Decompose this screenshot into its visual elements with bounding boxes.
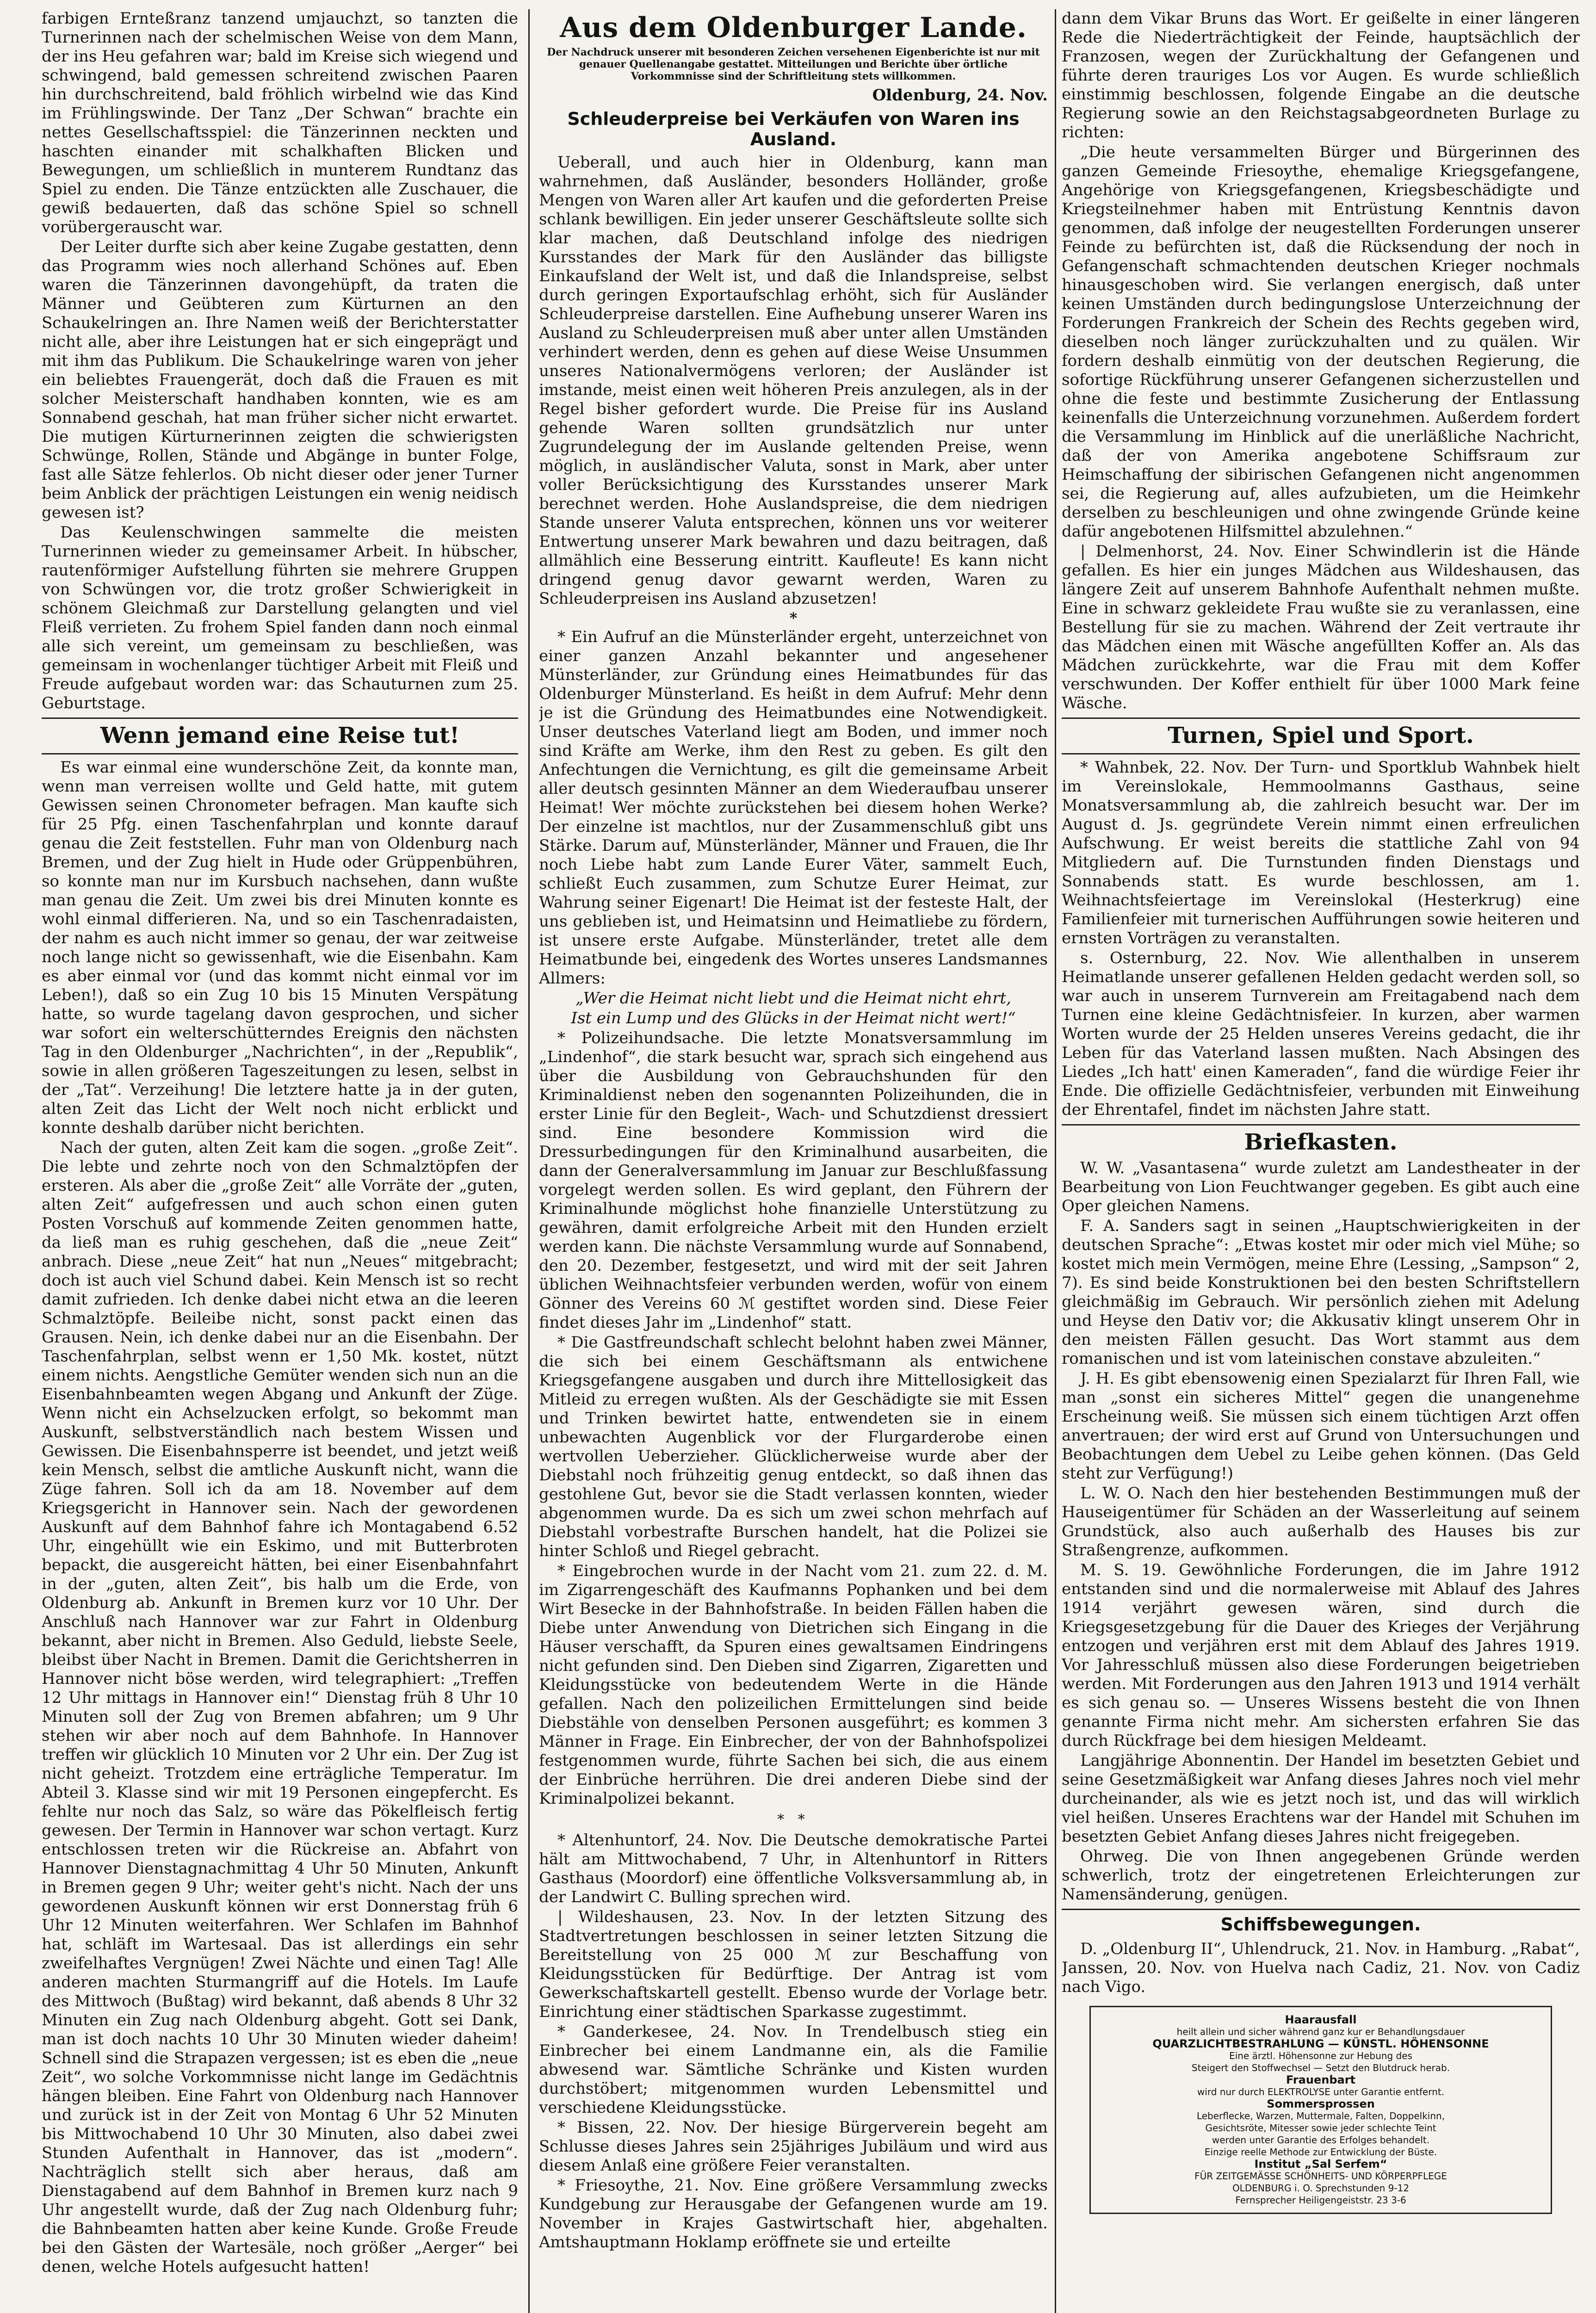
separator-stars: * * [777, 1812, 810, 1828]
letter-answer: F. A. Sanders sagt in seinen „Hauptschwierigkeiten in der deutschen Sprache“: „Etwas kostet mir oder mich viel Mühe; so kostet mich mein Vermögen, meine Ehre (Lessing, „Sampson“ 2, 7). Es sind beide Konstruktionen bei den besten Schriftstellern gleichmäßig im Gebrauch. Wir persönlich ziehen mit Adelung und Heyse den Dativ vor; die Akkusativ klingt unserem Ohr in den meisten Fällen gesucht. Das Wort stammt aus dem romanischen und ist vom lateinischen constave abzuleiten.“ [1062, 1217, 1580, 1368]
separator-star: * [789, 609, 798, 627]
article-paragraph: * Ganderkesee, 24. Nov. In Trendelbusch stieg ein Einbrecher bei einem Landmanne ein, als die Familie abwesend war. Sämtliche Schränke und Kisten wurden durchstöbert; mitgenommen wurden Lebensmittel und verschiedene Kleidungsstücke. [539, 2022, 1048, 2117]
letter-answer: W. W. „Vasantasena“ wurde zuletzt am Landestheater in der Bearbeitung von Lion Feuchtwanger gegeben. Es gibt auch eine Oper gleichen Namens. [1062, 1159, 1580, 1215]
section-headline: Wenn jemand eine Reise tut! [100, 723, 460, 748]
ad-line: OLDENBURG i. O. Sprechstunden 9-12 [1232, 2183, 1410, 2194]
article-paragraph: dann dem Vikar Bruns das Wort. Er geißelte in einer längeren Rede die Niederträchtigkeit der Feinde, hauptsächlich der Franzosen, wegen der Zurückhaltung der Gefangenen und führte deren trauriges Los vor Augen. Es wurde schließlich einstimmig beschlossen, folgende Eingabe an die deutsche Regierung sowie an den Reichstagsabgeordneten Burlage zu richten: [1062, 9, 1580, 142]
article-paragraph: * Friesoythe, 21. Nov. Eine größere Versammlung zwecks Kundgebung zur Herausgabe der Gefangenen wurde am 19. November in Krajes Gastwirtschaft hier, abgehalten. Amtshauptmann Hoklamp eröffnete sie und erteilte [539, 2176, 1048, 2251]
ad-line: heilt allein und sicher während ganz kur er Behandlungsdauer [1176, 2026, 1465, 2037]
ad-line: Sommersprossen [1267, 2097, 1375, 2110]
article-paragraph: „Die heute versammelten Bürger und Bürgerinnen des ganzen Gemeinde Friesoythe, ehemalige Kriegsgefangene, Angehörige von Kriegsgefangenen, Kriegsbeschädigte und Kriegsteilnehmer haben mit Entrüstung Kenntnis davon genommen, daß infolge der neugestellten Forderungen unserer Feinde zu befürchten ist, daß die Rücksendung der noch in Gefangenschaft schmachtenden deutschen Krieger nochmals hinausgeschoben wird. Sie verlangen energisch, daß unter keinen Umständen durch bedingungslose Unterzeichnung der Forderungen Frankreich der Schein des Rechts gegeben wird, dieselben noch länger zurückzuhalten und zu quälen. Wir fordern deshalb einmütig von der deutschen Regierung, die sofortige Rückführung unserer Gefangenen sicherzustellen und ohne die feste und bestimmte Zusicherung der Entlassung keinenfalls die Unterzeichnung vorzunehmen. Außerdem fordert die Versammlung im Hinblick auf die unerläßliche Nachricht, daß der von Amerika angebotene Schiffsraum zur Heimschaffung der sibirischen Gefangenen nicht angenommen sei, die Regierung auf, alles aufzubieten, um die Heimkehr derselben zu beschleunigen und ohne zwingende Gründe keine dafür angebotenen Hilfsmittel abzulehnen.“ [1062, 143, 1580, 541]
column-middle [539, 9, 1048, 2313]
advertisement-box [1089, 2006, 1552, 2214]
article-paragraph: | Delmenhorst, 24. Nov. Einer Schwindlerin ist die Hände gefallen. Es hier ein junges Mädchen aus Wildeshausen, das längere Zeit auf unserem Bahnhofe Aufenthalt nehmen mußte. Eine in schwarz gekleidete Frau wußte sie zu veranlassen, eine Bestellung für sie zu machen. Während der Zeit vertraute ihr das Mädchen einen mit Wäsche angefüllten Koffer an. Als das Mädchen zurückkehrte, war die Frau mit dem Koffer verschwunden. Der Koffer enthielt für über 1000 Mark feine Wäsche. [1062, 542, 1580, 712]
article-paragraph: * Bissen, 22. Nov. Der hiesige Bürgerverein begeht am Schlusse dieses Jahres sein 25jähriges Jubiläum und wird aus diesem Anlaß eine größere Feier veranstalten. [539, 2118, 1048, 2175]
letter-answer: J. H. Es gibt ebensowenig einen Spezialarzt für Ihren Fall, wie man „sonst ein sicheres Mittel“ gegen die unangenehme Erscheinung weiß. Sie müssen sich einem tüchtigen Arzt offen anvertrauen; der wird erst auf Grund von Untersuchungen und Beobachtungen dem Uebel zu Leibe gehen können. (Das Geld steht zur Verfügung!) [1062, 1369, 1580, 1483]
ad-line: werden unter Garantie des Erfolges behandelt. [1212, 2134, 1430, 2146]
article-paragraph: * Ein Aufruf an die Münsterländer ergeht, unterzeichnet von einer ganzen Anzahl bekannter und angesehener Münsterländer, zur Gründung eines Heimatbundes für das Oldenburger Münsterland. Es heißt in dem Aufruf: Mehr denn je ist die Gründung des Heimatbundes eine Notwendigkeit. Unser deutsches Vaterland liegt am Boden, und immer noch sind Kräfte am Werke, ihm den Rest zu geben. Es gilt den Anfechtungen die Vernichtung, es gilt die gemeinsame Arbeit aller deutsch gesinnten Männer an dem Wiederaufbau unserer Heimat! Wer möchte zurückstehen bei diesem hohen Werke? Der einzelne ist machtlos, nur der Zusammenschluß gibt uns Stärke. Darum auf, Münsterländer, Männer und Frauen, die Ihr noch Liebe habt zum Lande Eurer Väter, sammelt Euch, schließt Euch zusammen, zum Schutze Eurer Heimat, zur Wahrung seiner Eigenart! Die Heimat ist der festeste Halt, der uns geblieben ist, und Heimatsinn und Heimatliebe zu fördern, ist unsere erste Aufgabe. Münsterländer, tretet alle dem Heimatbunde bei, eingedenk des Wortes unseres Landsmannes Allmers: [539, 628, 1048, 988]
letter-answer: Langjährige Abonnentin. Der Handel im besetzten Gebiet und seine Gesetzmäßigkeit war Anfang dieses Jahres noch viel mehr durcheinander, als wie es jetzt noch ist, und das will wirklich viel heißen. Unseres Erachtens war der Handel mit Schuhen im besetzten Gebiet Anfang dieses Jahres nicht freigegeben. [1062, 1751, 1580, 1846]
section-divider [1062, 717, 1580, 719]
article-paragraph: Das Keulenschwingen sammelte die meisten Turnerinnen wieder zu gemeinsamer Arbeit. In hübscher, rautenförmiger Aufstellung führten sie mehrere Gruppen von Schwüngen vor, die trotz großer Schwierigkeit in schönem Gleichmaß zur Darstellung gelangten und viel Fleiß verrieten. Zu frohem Spiel fanden dann noch einmal alle sich vereint, um gemeinsam zu beschließen, was gemeinsam in wochenlanger tüchtiger Arbeit mit Fleiß und Freude aufgebaut worden war: das Schauturnen zum 25. Geburtstage. [42, 523, 518, 712]
article-paragraph: | Wildeshausen, 23. Nov. In der letzten Sitzung des Stadtvertretungen beschlossen in seiner letzten Sitzung die Bereitstellung von 25 000 ℳ zur Beschaffung von Kleidungsstücken für Bedürftige. Der Antrag ist vom Gewerkschaftskartell gestellt. Ebenso wurde der Vorlage betr. Einrichtung einer städtischen Sparkasse zugestimmt. [539, 1908, 1048, 2021]
ad-line: Frauenbart [1286, 2073, 1356, 2086]
article-paragraph: * Die Gastfreundschaft schlecht belohnt haben zwei Männer, die sich bei einem Geschäftsmann als entwichene Kriegsgefangene ausgaben und durch ihre Mittellosigkeit das Mitleid zu erregen wußten. Als der Geschädigte sie mit Essen und Trinken bewirtet hatte, entwendeten sie in einem unbewachten Augenblick vor der Flurgarderobe einen wertvollen Ueberzieher. Glücklicherweise wurde aber der Diebstahl noch frühzeitig genug entdeckt, so daß ihnen das gestohlene Gut, bevor sie die Stadt verlassen konnten, wieder abgenommen wurde. Da es sich um zwei schon mehrfach auf Diebstahl vorbestrafte Burschen handelt, hat die Polizei sie hinter Schloß und Riegel gebracht. [539, 1333, 1048, 1560]
section-divider [42, 717, 518, 719]
dateline: Oldenburg, 24. Nov. [872, 86, 1048, 105]
article-paragraph: * Altenhuntorf, 24. Nov. Die Deutsche demokratische Partei hält am Mittwochabend, 7 Uhr, in Altenhuntorf in Ritters Gasthaus (Moordorf) eine öffentliche Volksversammlung ab, in der Landwirt C. Bulling sprechen wird. [539, 1831, 1048, 1906]
section-headline: Briefkasten. [1244, 1129, 1398, 1155]
poem-line: „Wer die Heimat nicht liebt und die Heimat nicht ehrt, [575, 989, 1011, 1008]
editorial-note: Der Nachdruck unserer mit besonderen Zeichen versehenen Eigenberichte ist nur mit genauer Quellenangabe gestattet. Mitteilungen und Berichte über örtliche Vorkommnisse sind der Schriftleitung stets willkommen. [547, 46, 1040, 82]
article-paragraph: Nach der guten, alten Zeit kam die sogen. „große Zeit“. Die lebte und zehrte noch von den Schmalztöpfen der ersteren. Als aber die „große Zeit“ alle Vorräte der „guten, alten Zeit“ aufgefressen und auch schon einen guten Posten Vorschuß auf kommende Zeiten genommen hatte, da ließ man es ruhig geschehen, daß die „neue Zeit“ anbrach. Diese „neue Zeit“ hat nun „Neues“ mitgebracht; doch ist auch viel Schund dabei. Kein Mensch ist so recht damit zufrieden. Ich denke dabei nicht etwa an die leeren Schmalztöpfe. Beileibe nicht, sonst packt einen das Grausen. Nein, ich denke dabei nur an die Eisenbahn. Der Taschenfahrplan, selbst wenn er 1,50 Mk. kostet, nützt einem nichts. Aengstliche Gemüter wenden sich nun an die Eisenbahnbeamten wegen Abgang und Ankunft der Züge. Wenn nicht ein Achselzucken erfolgt, so bekommt man Auskunft, selbstverständlich nach bestem Wissen und Gewissen. Die Eisenbahnsperre ist beendet, und jetzt weiß kein Mensch, selbst die amtliche Auskunft nicht, wann die Züge fahren. Soll ich da am 18. November auf dem Kriegsgericht in Hannover sein. Nach der gewordenen Auskunft auf dem Bahnhof fahre ich Montagabend 6.52 Uhr, eingehüllt wie ein Eskimo, und mit Butterbroten bepackt, die ausgereicht hätten, bei einer Eisenbahnfahrt in der „guten, alten Zeit“, bis halb um die Erde, von Oldenburg ab. Ankunft in Bremen kurz vor 10 Uhr. Der Anschluß nach Hannover war zur Fahrt in Oldenburg bekannt, aber nicht in Bremen. Also Geduld, liebste Seele, bleibst über Nacht in Bremen. Damit die Gerichtsherren in Hannover nicht böse werden, wird telegraphiert: „Treffen 12 Uhr mittags in Hannover ein!“ Dienstag früh 8 Uhr 10 Minuten soll der Zug von Bremen abfahren; um 9 Uhr stehen wir aber noch auf dem Bahnhofe. In Hannover treffen wir glücklich 10 Minuten vor 2 Uhr ein. Der Zug ist nicht geheizt. Trotzdem eine erträgliche Temperatur. Im Abteil 3. Klasse sind wir mit 19 Personen eingepfercht. Es fehlte nur noch das Salz, so wäre das Pökelfleisch fertig gewesen. Der Termin in Hannover war schon vertagt. Kurz entschlossen treten wir die Rückreise an. Abfahrt von Hannover Dienstagnachmittag 4 Uhr 50 Minuten, Ankunft in Bremen gegen 9 Uhr; weiter geht's nicht. Nach der uns gewordenen Auskunft können wir erst Donnerstag früh 6 Uhr 12 Minuten weiterfahren. Wer Schlafen im Bahnhof hat, schläft im Wartesaal. Das ist allerdings ein sehr zweifelhaftes Vergnügen! Zwei Nächte und einen Tag! Alle anderen machten Sturmangriff auf die Hotels. Im Laufe des Mittwoch (Bußtag) wird bekannt, daß abends 8 Uhr 32 Minuten ein Zug nach Oldenburg abgeht. Gott sei Dank, man ist doch nachts 10 Uhr 30 Minuten wieder daheim! Schnell sind die Strapazen vergessen; ist es eben die „neue Zeit“, wo solche Vorkommnisse nicht lange im Gedächtnis hängen bleiben. Eine Fahrt von Oldenburg nach Hannover und zurück ist in der Zeit von Montag 6 Uhr 52 Minuten bis Mittwochabend 10 Uhr 30 Minuten, also dabei zwei Stunden Aufenthalt in Hannover, das ist „modern“. Nachträglich stellt sich aber heraus, daß am Dienstagabend auf dem Bahnhof in Bremen kurz nach 9 Uhr angestellt wurde, daß der Zug nach Oldenburg fuhr; die Bahnbeamten hatten aber keine Kunde. Große Freude bei den Gästen der Wartesäle, noch größer „Aerger“ bei denen, welche Hotels aufgesucht hatten! [42, 1138, 518, 2276]
section-headline: Aus dem Oldenburger Lande. [560, 12, 1027, 44]
letter-answer: L. W. O. Nach den hier bestehenden Bestimmungen muß der Hauseigentümer für Schäden an der Wasserleitung auf seinem Grundstück, also auch außerhalb des Hauses bis zur Straßengrenze, aufkommen. [1062, 1484, 1580, 1559]
section-divider [1062, 753, 1580, 755]
ad-line: wird nur durch ELEKTROLYSE unter Garantie entfernt. [1197, 2086, 1445, 2097]
ad-line: Steigert den Stoffwechsel — Setzt den Blutdruck herab. [1191, 2062, 1450, 2073]
article-paragraph: Der Leiter durfte sich aber keine Zugabe gestatten, denn das Programm wies noch allerhand Schönes auf. Eben waren die Tänzerinnen davongehüpft, da traten die Männer und Geübteren zum Kürturnen an den Schaukelringen an. Ihre Namen weiß der Berichterstatter nicht alle, aber ihre Leistungen hat er sich eingeprägt und mit ihm das Publikum. Die Schaukelringe waren von jeher ein beliebtes Frauengerät, doch daß die Frauen es mit solcher Meisterschaft handhaben konnten, wie es am Sonnabend geschah, hat man früher sicher nicht erwartet. Die mutigen Kürturnerinnen zeigten die schwierigsten Schwünge, Rollen, Stände und Abgänge in bunter Folge, fast alle Sätze fehlerlos. Ob nicht dieser oder jener Turner beim Anblick der prächtigen Leistungen ein wenig neidisch gewesen ist? [42, 238, 518, 522]
section-divider [1062, 1124, 1580, 1126]
ad-line: Institut „Sal Serfem“ [1254, 2158, 1387, 2171]
column-right [1062, 9, 1580, 2313]
column-rule [528, 9, 530, 2313]
article-paragraph: * Polizeihundsache. Die letzte Monatsversammlung im „Lindenhof“, die stark besucht war, sprach sich eingehend aus über die Ausbildung von Gebrauchshunden für den Kriminaldienst neben den sogenannten Polizeihunden, die in erster Linie für den Begleit-, Wach- und Schutzdienst dressiert sind. Eine besondere Kommission wird die Dressurbedingungen für den Kriminalhund ausarbeiten, die dann der Generalversammlung im Januar zur Beschlußfassung vorgelegt werden sollen. Es wird geplant, den Führern der Kriminalhunde möglichst hohe finanzielle Unterstützung zu gewähren, damit erfolgreiche Arbeit mit den Hunden erzielt werden kann. Die nächste Versammlung wurde auf Sonnabend, den 20. Dezember, festgesetzt, und wird mit der seit Jahren üblichen Weihnachtsfeier verbunden werden, wofür von einem Gönner des Vereins 60 ℳ gestiftet worden sind. Diese Feier findet dieses Jahr im „Lindenhof“ statt. [539, 1029, 1048, 1332]
article-paragraph: D. „Oldenburg II“, Uhlendruck, 21. Nov. in Hamburg. „Rabat“, Janssen, 20. Nov. von Huelva nach Cadiz, 21. Nov. von Cadiz nach Vigo. [1062, 1940, 1580, 1996]
poem-line: Ist ein Lump und des Glücks in der Heimat nicht wert!“ [571, 1009, 1016, 1027]
ad-line: Leberflecke, Warzen, Muttermale, Falten, Doppelkinn, [1196, 2110, 1445, 2121]
article-paragraph: s. Osternburg, 22. Nov. Wie allenthalben in unserem Heimatlande unserer gefallenen Helden gedacht werden soll, so war auch in unserem Turnverein am Freitagabend nach dem Turnen eine kleine Gedächtnisfeier. In kurzen, aber warmen Worten wurde der 25 Helden unseres Vereins gedacht, die ihr Leben für das Vaterland lassen mußten. Nach Absingen des Liedes „Ich hatt' einen Kameraden“, fand die würdige Feier ihr Ende. Die offizielle Gedächtnisfeier, verbunden mit Einweihung der Ehrentafel, findet im nächsten Jahre statt. [1062, 949, 1580, 1119]
article-paragraph: * Wahnbek, 22. Nov. Der Turn- und Sportklub Wahnbek hielt im Vereinslokale, Hemmoolmanns Gasthaus, seine Monatsversammlung ab, die zahlreich besucht war. Der im August d. Js. gegründete Verein nimmt einen erfreulichen Aufschwung. Er weist bereits die stattliche Zahl von 94 Mitgliedern auf. Die Turnstunden finden Dienstags und Sonnabends statt. Es wurde beschlossen, am 1. Weihnachtsfeiertage im Vereinslokal (Hesterkrug) eine Familienfeier mit turnerischen Aufführungen sowie heiteren und ernsten Vorträgen zu veranstalten. [1062, 758, 1580, 947]
ad-line: Gesichtsröte, Mitesser sowie jeder schlechte Teint [1205, 2122, 1436, 2134]
ad-line: Eine ärztl. Höhensonne zur Hebung des [1229, 2050, 1412, 2061]
article-paragraph: * Eingebrochen wurde in der Nacht vom 21. zum 22. d. M. im Zigarrengeschäft des Kaufmanns Pophanken und bei dem Wirt Besecke in der Bahnhofstraße. In beiden Fällen haben die Diebe unter Anwendung von Dietrichen sich Eingang in die Häuser verschafft, da Spuren eines gewaltsamen Eindringens nicht gefunden sind. Den Dieben sind Zigarren, Zigaretten und Kleidungsstücke von bedeutendem Werte in die Hände gefallen. Nach den polizeilichen Ermittelungen sind beide Diebstähle von denselben Personen ausgeführt; es kommen 3 Männer in Frage. Ein Einbrecher, der von der Bahnhofspolizei festgenommen wurde, führte Sachen bei sich, die aus einem der Einbrüche herrühren. Die drei anderen Diebe sind der Kriminalpolizei bekannt. [539, 1562, 1048, 1808]
section-divider [1062, 1909, 1580, 1910]
article-headline: Schleuderpreise bei Verkäufen von Waren ins Ausland. [567, 109, 1020, 149]
ad-line: Fernsprecher Heiligengeiststr. 23 3-6 [1235, 2195, 1406, 2206]
ad-line: Haarausfall [1285, 2013, 1357, 2026]
column-left [42, 9, 518, 2313]
article-paragraph: Ueberall, und auch hier in Oldenburg, kann man wahrnehmen, daß Ausländer, besonders Holländer, große Mengen von Waren aller Art kaufen und die geforderten Preise schlank bewilligen. Ein jeder unserer Geschäftsleute sollte sich klar machen, daß Deutschland infolge des niedrigen Kursstandes der Mark für den Ausländer das billigste Einkaufsland der Welt ist, und daß die Inlandspreise, selbst durch geringen Exportaufschlag erhöht, sich für Ausländer Schleuderpreise darstellen. Eine Aufhebung unserer Waren ins Ausland zu Schleuderpreisen muß aber unter allen Umständen verhindert werden, denn es gehen auf diese Weise Unsummen unseres Nationalvermögens verloren; der Ausländer ist imstande, meist einen weit höheren Preis anzulegen, als in der Regel bisher gefordert wurde. Die Preise für ins Ausland gehende Waren sollten grundsätzlich nur unter Zugrundelegung der im Auslande geltenden Preise, wenn möglich, in ausländischer Valuta, sonst in Mark, aber unter voller Berücksichtigung des Kursstandes unserer Mark berechnet werden. Hohe Auslandspreise, die dem niedrigen Stande unserer Valuta entsprechen, können uns vor weiterer Entwertung unserer Mark bewahren und dazu beitragen, daß allmählich eine Besserung eintritt. Kaufleute! Es kann nicht dringend genug davor gewarnt werden, Waren zu Schleuderpreisen ins Ausland abzusetzen! [539, 153, 1048, 608]
section-divider [42, 753, 518, 755]
ad-line: FÜR ZEITGEMÄSSE SCHÖNHEITS- UND KÖRPERPFLEGE [1194, 2171, 1447, 2182]
ad-line: QUARZLICHTBESTRAHLUNG — KÜNSTL. HÖHENSONNE [1152, 2037, 1489, 2050]
article-paragraph: farbigen Ernteßranz tanzend umjauchzt, so tanzten die Turnerinnen nach der schelmischen Weise von dem Mann, der ins Heu gefahren war; bald im Kreise sich wiegend und schwingend, bald gemessen schreitend zwischen Paaren hin durchschreitend, bald fröhlich wirbelnd wie das Kind im Frühlingswinde. Der Tanz „Der Schwan“ brachte ein nettes Gesellschaftsspiel: die Tänzerinnen neckten und haschten einander mit schalkhaften Blicken und Bewegungen, um schließlich in munterem Rundtanz das Spiel zu enden. Die Tänze entzückten alle Zuschauer, die gewiß bedauerten, daß das schöne Spiel so schnell vorübergerauscht war. [42, 9, 518, 236]
article-paragraph: Es war einmal eine wunderschöne Zeit, da konnte man, wenn man verreisen wollte und Geld hatte, mit gutem Gewissen seinen Chronometer befragen. Man kaufte sich für 25 Pfg. einen Taschenfahrplan und konnte darauf genau die Zeit feststellen. Fuhr man von Oldenburg nach Bremen, und der Zug hielt in Hude oder Grüppenbühren, so konnte man nur im Kursbuch nachsehen, dann wußte man genau die Zeit. Um zwei bis drei Minuten konnte es wohl einmal differieren. Na, und so ein Taschenradaisten, der nahm es auch nicht immer so genau, der war zeitweise noch lange nicht so gewissenhaft, wie die Eisenbahn. Kam es aber einmal vor (und das kommt nicht einmal vor im Leben!), daß so ein Zug 10 bis 15 Minuten Verspätung hatte, so wurde tagelang davon gesprochen, und sicher war sofort ein welterschütterndes Ereignis den nächsten Tag in den Oldenburger „Nachrichten“, in der „Republik“, sowie in allen größeren Tageszeitungen zu lesen, selbst in der „Tat“. Verzeihung! Die letztere hatte ja in der guten, alten Zeit das Licht der Welt noch nicht erblickt und konnte deshalb darüber nicht berichten. [42, 758, 518, 1137]
column-rule [1055, 9, 1056, 2313]
letter-answer: M. S. 19. Gewöhnliche Forderungen, die im Jahre 1912 entstanden sind und die normalerweise mit Ablauf des Jahres 1914 verjährt gewesen wären, sind durch die Kriegsgesetzgebung für die Dauer des Krieges der Verjährung entzogen und verjähren erst mit dem Ablauf des Jahres 1919. Vor Jahresschluß müssen also diese Forderungen beigetrieben werden. Mit Forderungen aus den Jahren 1913 und 1914 verhält es sich genau so. — Unseres Wissens besteht die von Ihnen genannte Firma nicht mehr. Am sichersten erfahren Sie das durch Rückfrage bei dem hiesigen Meldeamt. [1062, 1561, 1580, 1750]
ad-line: Einzige reelle Methode zur Entwicklung der Büste. [1204, 2146, 1437, 2158]
section-headline: Turnen, Spiel und Sport. [1168, 723, 1474, 748]
letter-answer: Ohrweg. Die von Ihnen angegebenen Gründe werden schwerlich, trotz der eingetretenen Erleichterungen zur Namensänderung, genügen. [1062, 1847, 1580, 1904]
section-headline: Schiffsbewegungen. [1220, 1914, 1421, 1935]
